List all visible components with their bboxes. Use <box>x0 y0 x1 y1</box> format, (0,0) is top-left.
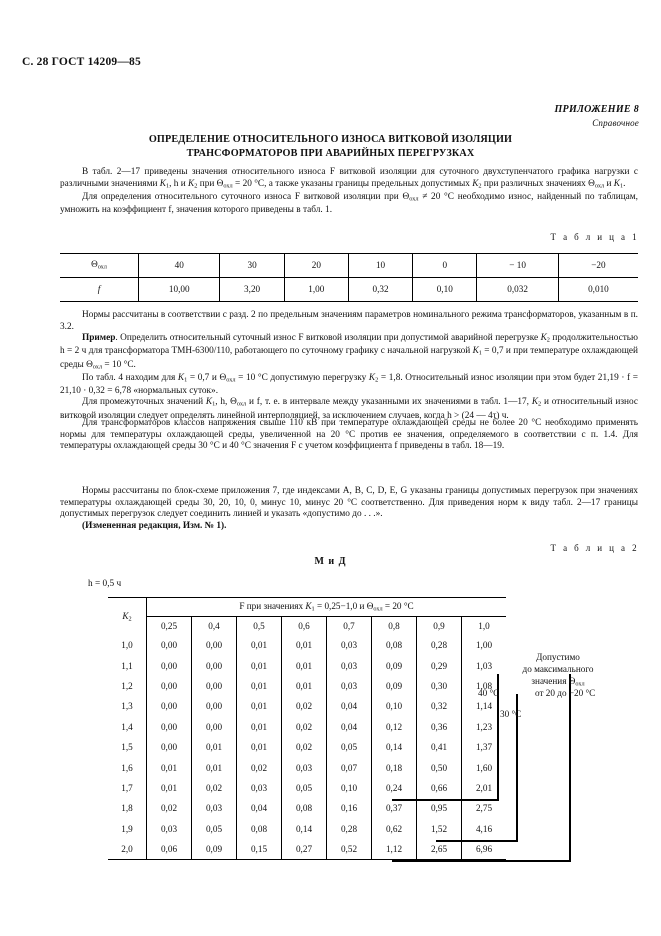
table-2-cell: 1,23 <box>462 717 507 737</box>
table-1-label: Т а б л и ц а 1 <box>550 232 639 242</box>
table-row <box>108 676 506 696</box>
paragraph-block-blockscheme <box>60 486 638 532</box>
table-1-f-cell: 10,00 <box>139 278 220 302</box>
table-2-col-header: 0,4 <box>192 617 237 636</box>
paragraph-6: Для промежуточных значений $K_1$, h, $\Theta_{охл}$ и f, т. е. в интервале между указанными их значениями в табл. 1—17, $K_2$ и относительный износ витковой изоляции следует определять линейной интерполяцией, за исключением случаев, когда h > (24 — 4τ) ч. <box>60 397 638 421</box>
table-2-cell: 0,01 <box>282 676 327 696</box>
table-2-cell: 1,52 <box>417 819 462 839</box>
paragraph-5: По табл. 4 находим для $K_1 = 0,7$ и $\Theta_{охл} = 10$ °С допустимую перегрузку $K_2 = 1,8$. Относительный износ изоляции при этом будет 21,19 · f = 21,10 · 0,32 = 6,78 «нормальных суток». <box>60 372 638 396</box>
table-2-cell: 0,12 <box>372 717 417 737</box>
limit-boundary-30c-horizontal <box>436 840 518 842</box>
table-2-col-header: 1,0 <box>462 617 507 636</box>
table-2-k2-value: 1,1 <box>121 660 133 671</box>
table-2-cell: 2,65 <box>417 839 462 860</box>
table-2-cell: 0,36 <box>417 717 462 737</box>
table-row <box>108 717 506 737</box>
table-2-cell: 2,75 <box>462 798 507 818</box>
table-2-wrapper <box>108 597 506 860</box>
table-2-cell: 0,01 <box>237 635 282 655</box>
table-row <box>108 798 506 818</box>
table-2-h-label: h = 0,5 ч <box>88 579 122 589</box>
table-2-cell: 0,08 <box>237 819 282 839</box>
table-2-cell: 1,08 <box>462 676 507 696</box>
table-2-cell: 0,02 <box>282 696 327 716</box>
table-1-f-cell: 0,032 <box>477 278 558 302</box>
paragraph-block-norms <box>60 310 638 422</box>
table-2-cell: 1,37 <box>462 737 507 757</box>
table-2-cell: 0,07 <box>327 757 372 777</box>
table-row <box>108 598 506 617</box>
table-2-cell: 0,09 <box>372 655 417 675</box>
page-header: С. 28 ГОСТ 14209—85 <box>22 56 141 68</box>
table-2-cell: 0,09 <box>372 676 417 696</box>
table-2-col-header: 0,7 <box>327 617 372 636</box>
table-2-k2-value: 1,8 <box>121 803 133 814</box>
table-2-span-header: F при значениях $K_1 = 0,25-1,0$ и $\Theta_{охл} = 20$ °С <box>147 598 507 617</box>
table-2-k2-value: 1,9 <box>121 823 133 834</box>
table-2-col-header: 0,8 <box>372 617 417 636</box>
table-row <box>108 635 506 655</box>
table-2-cell: 0,04 <box>237 798 282 818</box>
table-2-cell: 0,14 <box>372 737 417 757</box>
page-title <box>0 133 661 161</box>
paragraph-block-intro <box>60 167 638 217</box>
table-2-k2-value: 1,3 <box>121 701 133 712</box>
table-2-cell: 0,16 <box>327 798 372 818</box>
table-2-cell: 0,03 <box>237 778 282 798</box>
table-row <box>108 696 506 716</box>
table-1-theta-cell: −20 <box>558 254 638 278</box>
table-2-cell: 0,02 <box>282 717 327 737</box>
example-text: . Определить относительный суточный износ F витковой изоляции при допустимой аварийной перегрузке $K_2$ продолжительностью h = 2 ч для трансформатора ТМН-6300/110, работающего по суточному графику с начальной нагрузкой $K_1 = 0,7$ и при температуре охлаждающей среды $\Theta_{охл} = 10$ °С. <box>60 333 639 371</box>
table-2-col-header: 0,25 <box>147 617 192 636</box>
table-2-cell: 1,14 <box>462 696 507 716</box>
table-2-k2-header-text: $K_2$ <box>122 610 132 623</box>
table-2-cell: 0,50 <box>417 757 462 777</box>
limit-annotation-line-2: до максимального <box>522 664 594 675</box>
table-2-label: Т а б л и ц а 2 <box>550 543 639 553</box>
limit-annotation-line-3: значения $\Theta_{охл}$ <box>531 676 585 688</box>
table-row <box>60 254 638 278</box>
table-2-cell: 0,05 <box>327 737 372 757</box>
table-2-cell: 0,00 <box>192 717 237 737</box>
table-2-cell: 0,01 <box>282 655 327 675</box>
table-1-f-cell: 1,00 <box>284 278 348 302</box>
table-2-cell: 0,01 <box>237 717 282 737</box>
page-title-line-2: ТРАНСФОРМАТОРОВ ПРИ АВАРИЙНЫХ ПЕРЕГРУЗКАХ <box>186 148 475 159</box>
table-2-mid-title: М и Д <box>314 556 347 567</box>
table-2-cell: 0,27 <box>282 839 327 860</box>
table-2-cell: 1,12 <box>372 839 417 860</box>
limit-label-range: от 20 до −20 °С <box>535 688 596 698</box>
paragraph-9-revision: (Измененная редакция, Изм. № 1). <box>82 520 227 531</box>
table-1-f-cell: 0,32 <box>348 278 412 302</box>
table-2-cell: 0,09 <box>192 839 237 860</box>
table-2-cell: 0,01 <box>192 737 237 757</box>
table-2-cell: 0,24 <box>372 778 417 798</box>
table-2-cell: 0,15 <box>237 839 282 860</box>
table-2-cell: 0,01 <box>147 778 192 798</box>
table-2-cell: 4,16 <box>462 819 507 839</box>
table-2-cell: 0,02 <box>237 757 282 777</box>
table-2-cell: 0,01 <box>237 737 282 757</box>
table-1-f-header: f <box>60 278 139 302</box>
limit-boundary-40c-horizontal <box>392 799 499 801</box>
table-2-cell: 0,18 <box>372 757 417 777</box>
table-2-k2-value: 2,0 <box>108 839 147 860</box>
table-2-cell: 0,30 <box>417 676 462 696</box>
table-2-k2-value: 1,2 <box>121 680 133 691</box>
table-row <box>108 617 506 636</box>
table-2-col-header: 0,5 <box>237 617 282 636</box>
page-title-line-1: ОПРЕДЕЛЕНИЕ ОТНОСИТЕЛЬНОГО ИЗНОСА ВИТКОВОЙ ИЗОЛЯЦИИ <box>148 134 513 145</box>
table-2-cell: 0,03 <box>327 676 372 696</box>
limit-boundary-range-horizontal <box>392 860 571 862</box>
limit-annotation <box>470 651 646 691</box>
table-2-cell: 0,04 <box>327 696 372 716</box>
table-2-cell: 0,01 <box>237 696 282 716</box>
table-1-theta-cell: 40 <box>139 254 220 278</box>
table-2-cell: 0,02 <box>282 737 327 757</box>
table-2-cell: 0,02 <box>147 798 192 818</box>
table-2-cell: 2,01 <box>462 778 507 798</box>
table-2-cell: 6,96 <box>462 839 507 860</box>
table-row <box>108 819 506 839</box>
table-1-theta-cell: 30 <box>220 254 284 278</box>
table-2-cell: 0,29 <box>417 655 462 675</box>
table-2-cell: 0,14 <box>282 819 327 839</box>
table-2-k2-header <box>108 598 147 636</box>
limit-annotation-line-1: Допустимо <box>536 652 580 662</box>
table-2-k2-value: 1,0 <box>121 640 133 651</box>
table-2-k2-value: 1,6 <box>121 762 133 773</box>
table-2-cell: 0,03 <box>327 635 372 655</box>
example-lead: Пример <box>82 333 116 344</box>
table-2-cell: 0,62 <box>372 819 417 839</box>
table-1-theta-cell: 10 <box>348 254 412 278</box>
table-row <box>60 278 638 302</box>
table-2-cell: 1,60 <box>462 757 507 777</box>
paragraph-8: Нормы рассчитаны по блок-схеме приложения 7, где индексами A, B, C, D, E, G указаны границы допустимых перегрузок при значениях температуры охлаждающей среды 30, 20, 10, 0, минус 10, минус 20 °С соответственно. Для приведения норм к виду табл. 2—17 границы допустимых перегрузок следует соединить линией и указать «допустимо до . . .». <box>60 486 638 520</box>
table-row <box>108 839 506 860</box>
table-2-cell: 0,37 <box>372 798 417 818</box>
table-2-cell: 0,01 <box>282 635 327 655</box>
table-2-cell: 0,95 <box>417 798 462 818</box>
table-2-cell: 0,10 <box>327 778 372 798</box>
table-2-cell: 0,01 <box>147 757 192 777</box>
appendix-marker <box>554 104 639 128</box>
table-row <box>108 655 506 675</box>
paragraph-3: Нормы рассчитаны в соответствии с разд. 2 по предельным значениям параметров номинального режима трансформаторов, указанным в п. 3.2. <box>60 310 638 332</box>
limit-label-40c: 40 °С <box>478 688 500 698</box>
appendix-title: ПРИЛОЖЕНИЕ 8 <box>554 104 639 115</box>
table-2-cell: 0,00 <box>192 696 237 716</box>
table-2-cell: 0,00 <box>147 696 192 716</box>
table-2-cell: 0,00 <box>147 635 192 655</box>
limit-label-30c: 30 °С <box>500 709 522 719</box>
table-2-cell: 0,10 <box>372 696 417 716</box>
appendix-subtitle: Справочное <box>592 118 639 128</box>
table-1-theta-cell: 0 <box>413 254 477 278</box>
table-1-theta-header: $\Theta_{охл}$ <box>60 254 139 278</box>
table-2-cell: 0,04 <box>327 717 372 737</box>
table-2-cell: 0,03 <box>327 655 372 675</box>
table-2 <box>108 597 506 860</box>
table-2-cell: 0,00 <box>147 717 192 737</box>
table-2-cell: 0,06 <box>147 839 192 860</box>
table-2-cell: 0,05 <box>192 819 237 839</box>
table-2-cell: 0,03 <box>147 819 192 839</box>
paragraph-4 <box>60 333 638 373</box>
table-2-cell: 0,32 <box>417 696 462 716</box>
table-2-cell: 0,00 <box>192 655 237 675</box>
table-2-cell: 0,28 <box>327 819 372 839</box>
table-1-theta-cell: − 10 <box>477 254 558 278</box>
table-1 <box>60 253 638 302</box>
table-2-cell: 0,28 <box>417 635 462 655</box>
table-2-k2-value: 1,5 <box>121 742 133 753</box>
table-row <box>108 778 506 798</box>
table-2-cell: 1,00 <box>462 635 507 655</box>
table-row <box>108 757 506 777</box>
table-2-cell: 0,05 <box>282 778 327 798</box>
paragraph-block-hv <box>60 418 638 453</box>
table-2-cell: 0,01 <box>237 676 282 696</box>
table-2-col-header: 0,6 <box>282 617 327 636</box>
table-2-k2-value: 1,7 <box>121 782 133 793</box>
table-2-cell: 0,08 <box>282 798 327 818</box>
table-2-cell: 0,00 <box>147 676 192 696</box>
table-2-cell: 0,03 <box>282 757 327 777</box>
table-2-cell: 0,03 <box>192 798 237 818</box>
table-2-cell: 0,00 <box>192 676 237 696</box>
table-2-col-header: 0,9 <box>417 617 462 636</box>
table-1-f-cell: 0,010 <box>558 278 638 302</box>
table-2-cell: 0,08 <box>372 635 417 655</box>
table-2-cell: 0,66 <box>417 778 462 798</box>
table-2-cell: 0,00 <box>147 737 192 757</box>
table-1-f-cell: 0,10 <box>413 278 477 302</box>
limit-boundary-range-vertical <box>569 674 571 862</box>
table-2-cell: 0,52 <box>327 839 372 860</box>
table-1-theta-cell: 20 <box>284 254 348 278</box>
table-2-cell: 1,03 <box>462 655 507 675</box>
table-2-cell: 0,41 <box>417 737 462 757</box>
paragraph-2: Для определения относительного суточного износа F витковой изоляции при $\Theta_{охл} \ne 20$ °С необходимо износ, найденный по таблицам, умножить на коэффициент f, значения которого приведены в табл. 1. <box>60 191 638 215</box>
table-2-cell: 0,02 <box>192 778 237 798</box>
table-2-k2-value: 1,4 <box>121 721 133 732</box>
table-2-cell: 0,01 <box>192 757 237 777</box>
paragraph-7: Для трансформаторов классов напряжения свыше 110 кВ при температуре охлаждающей среды не более 20 °С необходимо применять нормы для температуры охлаждающей среды, увеличенной на 20 °С против ее значения, определяемого в соответствии с п. 1.4. Для температуры охлаждающей среды 30 °С и 40 °С значения F с учетом коэффициента f приведены в табл. 18—19. <box>60 418 638 452</box>
table-2-cell: 0,00 <box>147 655 192 675</box>
table-2-cell: 0,00 <box>192 635 237 655</box>
table-2-cell: 0,01 <box>237 655 282 675</box>
table-row <box>108 737 506 757</box>
table-1-f-cell: 3,20 <box>220 278 284 302</box>
paragraph-1: В табл. 2—17 приведены значения относительного износа F витковой изоляции для суточного двухступенчатого графика нагрузки с различными значениями $K_1$, h и $K_2$ при $\Theta_{охл} = 20$ °С, а также указаны границы предельных допустимых $K_2$ при различных значениях $\Theta_{охл}$ и $K_1$. <box>60 167 638 190</box>
